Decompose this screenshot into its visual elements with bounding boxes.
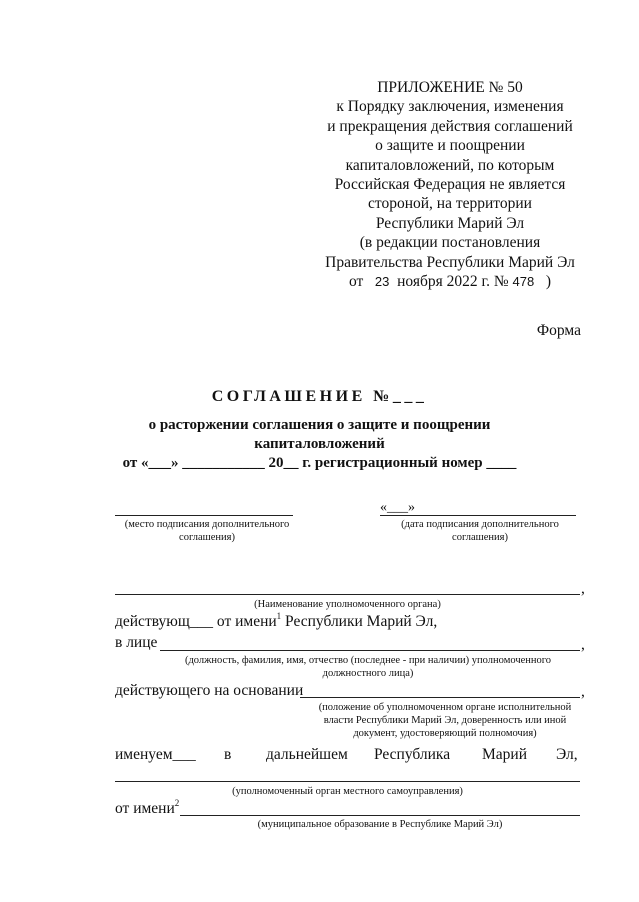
place-field[interactable] — [115, 515, 293, 516]
footnote-1: 1 — [276, 611, 282, 621]
acting-on-behalf-text: действующ___ от имени — [115, 613, 277, 630]
date-text: ноября 2022 г. № — [397, 273, 509, 291]
date-number: 478 — [512, 274, 535, 290]
on-behalf-text: от имени — [115, 800, 175, 817]
appendix-line: Республики Марий Эл — [375, 214, 525, 232]
official-caption: (должность, фамилия, имя, отчество (последнее - при наличии) уполномоченного должностного лица) — [184, 655, 552, 679]
date-prefix: от — [348, 273, 364, 291]
appendix-date-line — [300, 272, 600, 291]
municipal-field[interactable] — [180, 815, 580, 816]
subtitle-line-2: капиталовложений — [254, 436, 385, 452]
acting-basis-label: действующего на основании — [115, 682, 304, 699]
named-word: в — [224, 746, 232, 763]
document-subtitle — [0, 416, 639, 473]
date-field[interactable] — [380, 515, 576, 516]
named-word: Эл, — [556, 746, 578, 763]
named-word: Марий — [482, 746, 528, 763]
form-label: Форма — [536, 322, 581, 339]
appendix-line: Правительства Республики Марий Эл — [325, 253, 575, 271]
appendix-line: и прекращения действия соглашений — [327, 117, 573, 135]
appendix-line: (в редакции постановления — [359, 234, 541, 252]
date-caption: (дата подписания дополнительного соглашения) — [401, 519, 559, 543]
date-field-quotes: «___» — [380, 500, 415, 515]
municipal-caption: (муниципальное образование в Республике Марий Эл) — [257, 819, 503, 830]
on-behalf-line — [115, 800, 179, 818]
appendix-line: Российская Федерация не является — [334, 176, 566, 194]
comma: , — [581, 580, 585, 597]
subtitle-line-3: от «___» ___________ 20__ г. регистрационный номер ____ — [122, 455, 517, 471]
appendix-line: капиталовложений, по которым — [345, 156, 555, 174]
basis-caption: (положение об уполномоченном органе исполнительной власти Республики Марий Эл, доверенность или иной документ, удостоверяющий полномочия) — [318, 702, 572, 739]
named-word: дальнейшем — [266, 746, 348, 763]
date-suffix: ) — [545, 273, 552, 291]
subtitle-line-1: о расторжении соглашения о защите и поощрении — [148, 417, 491, 433]
document-title: СОГЛАШЕНИЕ №___ — [211, 388, 428, 405]
basis-field[interactable] — [300, 697, 580, 698]
named-word: именуем___ — [115, 746, 196, 763]
authority-caption: (Наименование уполномоченного органа) — [254, 599, 441, 610]
acting-on-behalf-line — [115, 613, 437, 631]
comma: , — [581, 636, 585, 653]
in-person-label: в лице — [115, 634, 158, 651]
comma: , — [581, 683, 585, 700]
official-field[interactable] — [160, 650, 580, 651]
appendix-line: стороной, на территории — [368, 195, 532, 213]
appendix-header — [300, 78, 600, 291]
date-day: 23 — [374, 274, 390, 290]
local-authority-field[interactable] — [115, 781, 580, 782]
appendix-line: к Порядку заключения, изменения — [336, 98, 564, 116]
appendix-line: о защите и поощрении — [375, 137, 525, 155]
republic-text: Республики Марий Эл, — [285, 613, 438, 630]
appendix-line: ПРИЛОЖЕНИЕ № 50 — [377, 79, 523, 96]
local-caption: (уполномоченный орган местного самоуправления) — [232, 786, 463, 797]
place-caption: (место подписания дополнительного соглашения) — [124, 519, 290, 543]
named-word: Республика — [374, 746, 451, 763]
footnote-2: 2 — [174, 798, 180, 808]
authority-field[interactable] — [115, 594, 580, 595]
